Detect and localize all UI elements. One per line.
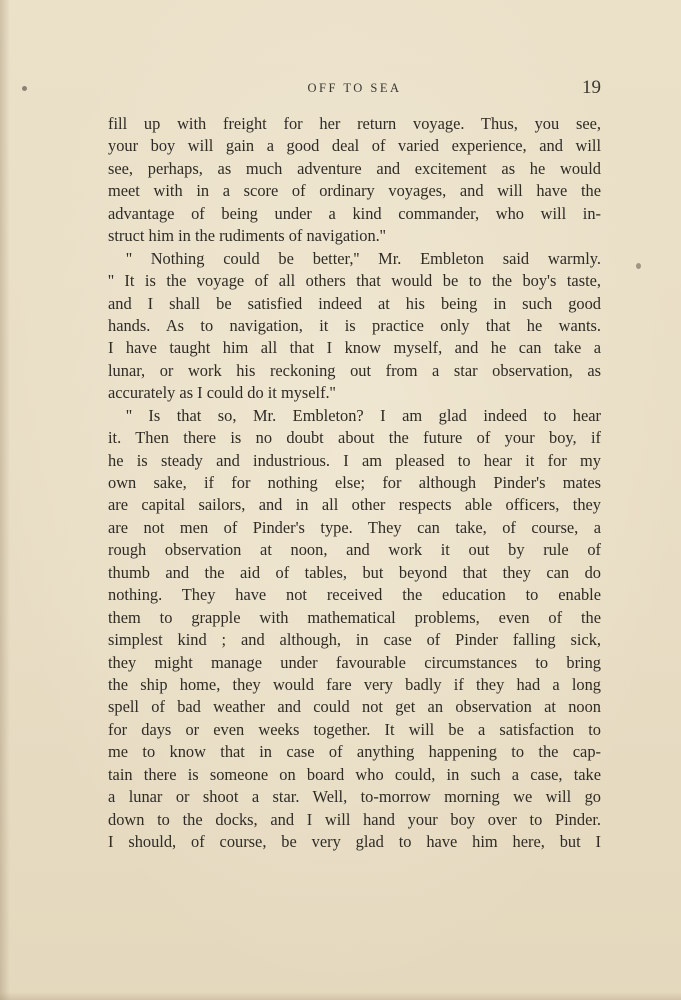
text-line: nothing. They have not received the education to enable — [108, 585, 601, 605]
text-line: are not men of Pinder's type. They can take, of course, a — [108, 517, 601, 537]
text-line: them to grapple with mathematical problems, even of the — [108, 607, 601, 627]
text-line: I have taught him all that I know myself, and he can take a — [108, 338, 601, 358]
text-line: it. Then there is no doubt about the future of your boy, if — [108, 428, 601, 448]
text-line: and I shall be satisfied indeed at his being in such good — [108, 293, 601, 313]
running-head — [108, 77, 601, 99]
text-line: me to know that in case of anything happening to the cap- — [108, 742, 601, 762]
ink-speck — [636, 263, 641, 269]
text-line: advantage of being under a kind commander, who will in- — [108, 203, 601, 223]
text-line: thumb and the aid of tables, but beyond that they can do — [108, 562, 601, 582]
text-line: a lunar or shoot a star. Well, to-morrow morning we will go — [108, 787, 601, 807]
text-line: down to the docks, and I will hand your boy over to Pinder. — [108, 809, 601, 829]
page-bottom-shadow — [0, 992, 681, 1000]
text-line: '' It is the voyage of all others that would be to the boy's taste, — [108, 271, 601, 291]
text-line: your boy will gain a good deal of varied experience, and will — [108, 136, 601, 156]
text-line: accurately as I could do it myself.'' — [108, 383, 336, 403]
page-number: 19 — [582, 77, 601, 98]
running-title: OFF TO SEA — [307, 81, 402, 95]
text-line: they might manage under favourable circumstances to bring — [108, 652, 601, 672]
text-line: the ship home, they would fare very badly if they had a long — [108, 674, 601, 694]
text-line: struct him in the rudiments of navigation.'' — [108, 226, 386, 246]
text-line: for days or even weeks together. It will be a satisfaction to — [108, 719, 601, 739]
text-line: hands. As to navigation, it is practice only that he wants. — [108, 315, 601, 335]
text-line: see, perhaps, as much adventure and excitement as he would — [108, 158, 601, 178]
text-line: I should, of course, be very glad to have him here, but I — [108, 832, 601, 851]
page-shadow-edge — [0, 0, 10, 1000]
text-line: own sake, if for nothing else; for although Pinder's mates — [108, 473, 601, 492]
text-line: '' Is that so, Mr. Embleton? I am glad indeed to hear — [126, 405, 601, 425]
text-line: meet with in a score of ordinary voyages, and will have the — [108, 181, 601, 201]
ink-speck — [22, 86, 27, 91]
text-line: simplest kind ; and although, in case of Pinder falling sick, — [108, 630, 601, 650]
text-line: he is steady and industrious. I am pleased to hear it for my — [108, 450, 601, 470]
text-line: are capital sailors, and in all other respects able officers, they — [108, 495, 601, 515]
text-line: fill up with freight for her return voyage. Thus, you see, — [108, 114, 601, 133]
text-line: tain there is someone on board who could, in such a case, take — [108, 764, 601, 784]
text-line: rough observation at noon, and work it out by rule of — [108, 540, 601, 560]
body-text — [108, 113, 601, 853]
text-line: spell of bad weather and could not get an observation at noon — [108, 697, 601, 717]
text-line: '' Nothing could be better,'' Mr. Embleton said warmly. — [126, 248, 601, 268]
text-line: lunar, or work his reckoning out from a star observation, as — [108, 360, 601, 380]
